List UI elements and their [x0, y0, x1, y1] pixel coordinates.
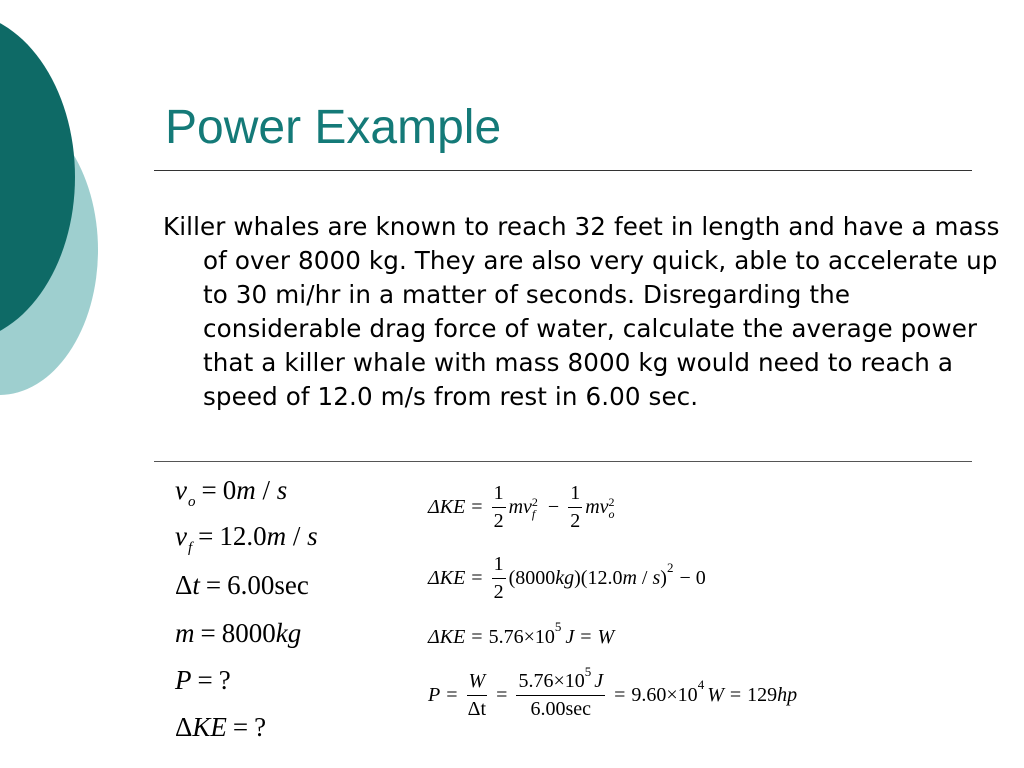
problem-statement: Killer whales are known to reach 32 feet in length and have a mass of over 8000 kg. They are also very quick, able to accelerate up to 30 mi/hr in a matter of seconds. Disregarding the considerable drag force of water, calculate the average power that a killer whale with mass 8000 kg would need to reach a speed of 12.0 m/s from rest in 6.00 sec.	[163, 212, 1000, 411]
equation-kinetic-energy-substitution: ΔKE = $\frac{1}{2}$ (8000 kg )(12.0 m / s ) 2 − 0	[428, 553, 706, 603]
given-mass: m = 8000kg	[175, 618, 302, 648]
equation-power-result: P = $\frac{W}{\Delta t}$ = $\frac{5.76\times 10^5 J}{6.00\sec}$ = 9.60×10 4 W = 129 hp	[428, 664, 798, 720]
given-final-velocity: $v_f = 12.0m / s$	[175, 521, 318, 556]
given-initial-velocity: $v_o = 0m / s$	[175, 475, 288, 510]
equation-kinetic-energy-result: ΔKE = 5.76×10 5 J = W	[428, 618, 615, 648]
slide-title: Power Example	[165, 101, 502, 154]
equation-kinetic-energy-formula: ΔKE = $\frac{1}{2}$ mv 2 f − $\frac{1}{2}$ mv 2 o	[428, 482, 615, 532]
unknown-kinetic-energy: ΔKE = ?	[175, 712, 267, 742]
content-divider	[154, 461, 972, 462]
unknown-power: P = ?	[175, 665, 231, 695]
given-time-interval: Δt = 6.00sec	[175, 570, 309, 600]
title-divider	[154, 170, 972, 171]
